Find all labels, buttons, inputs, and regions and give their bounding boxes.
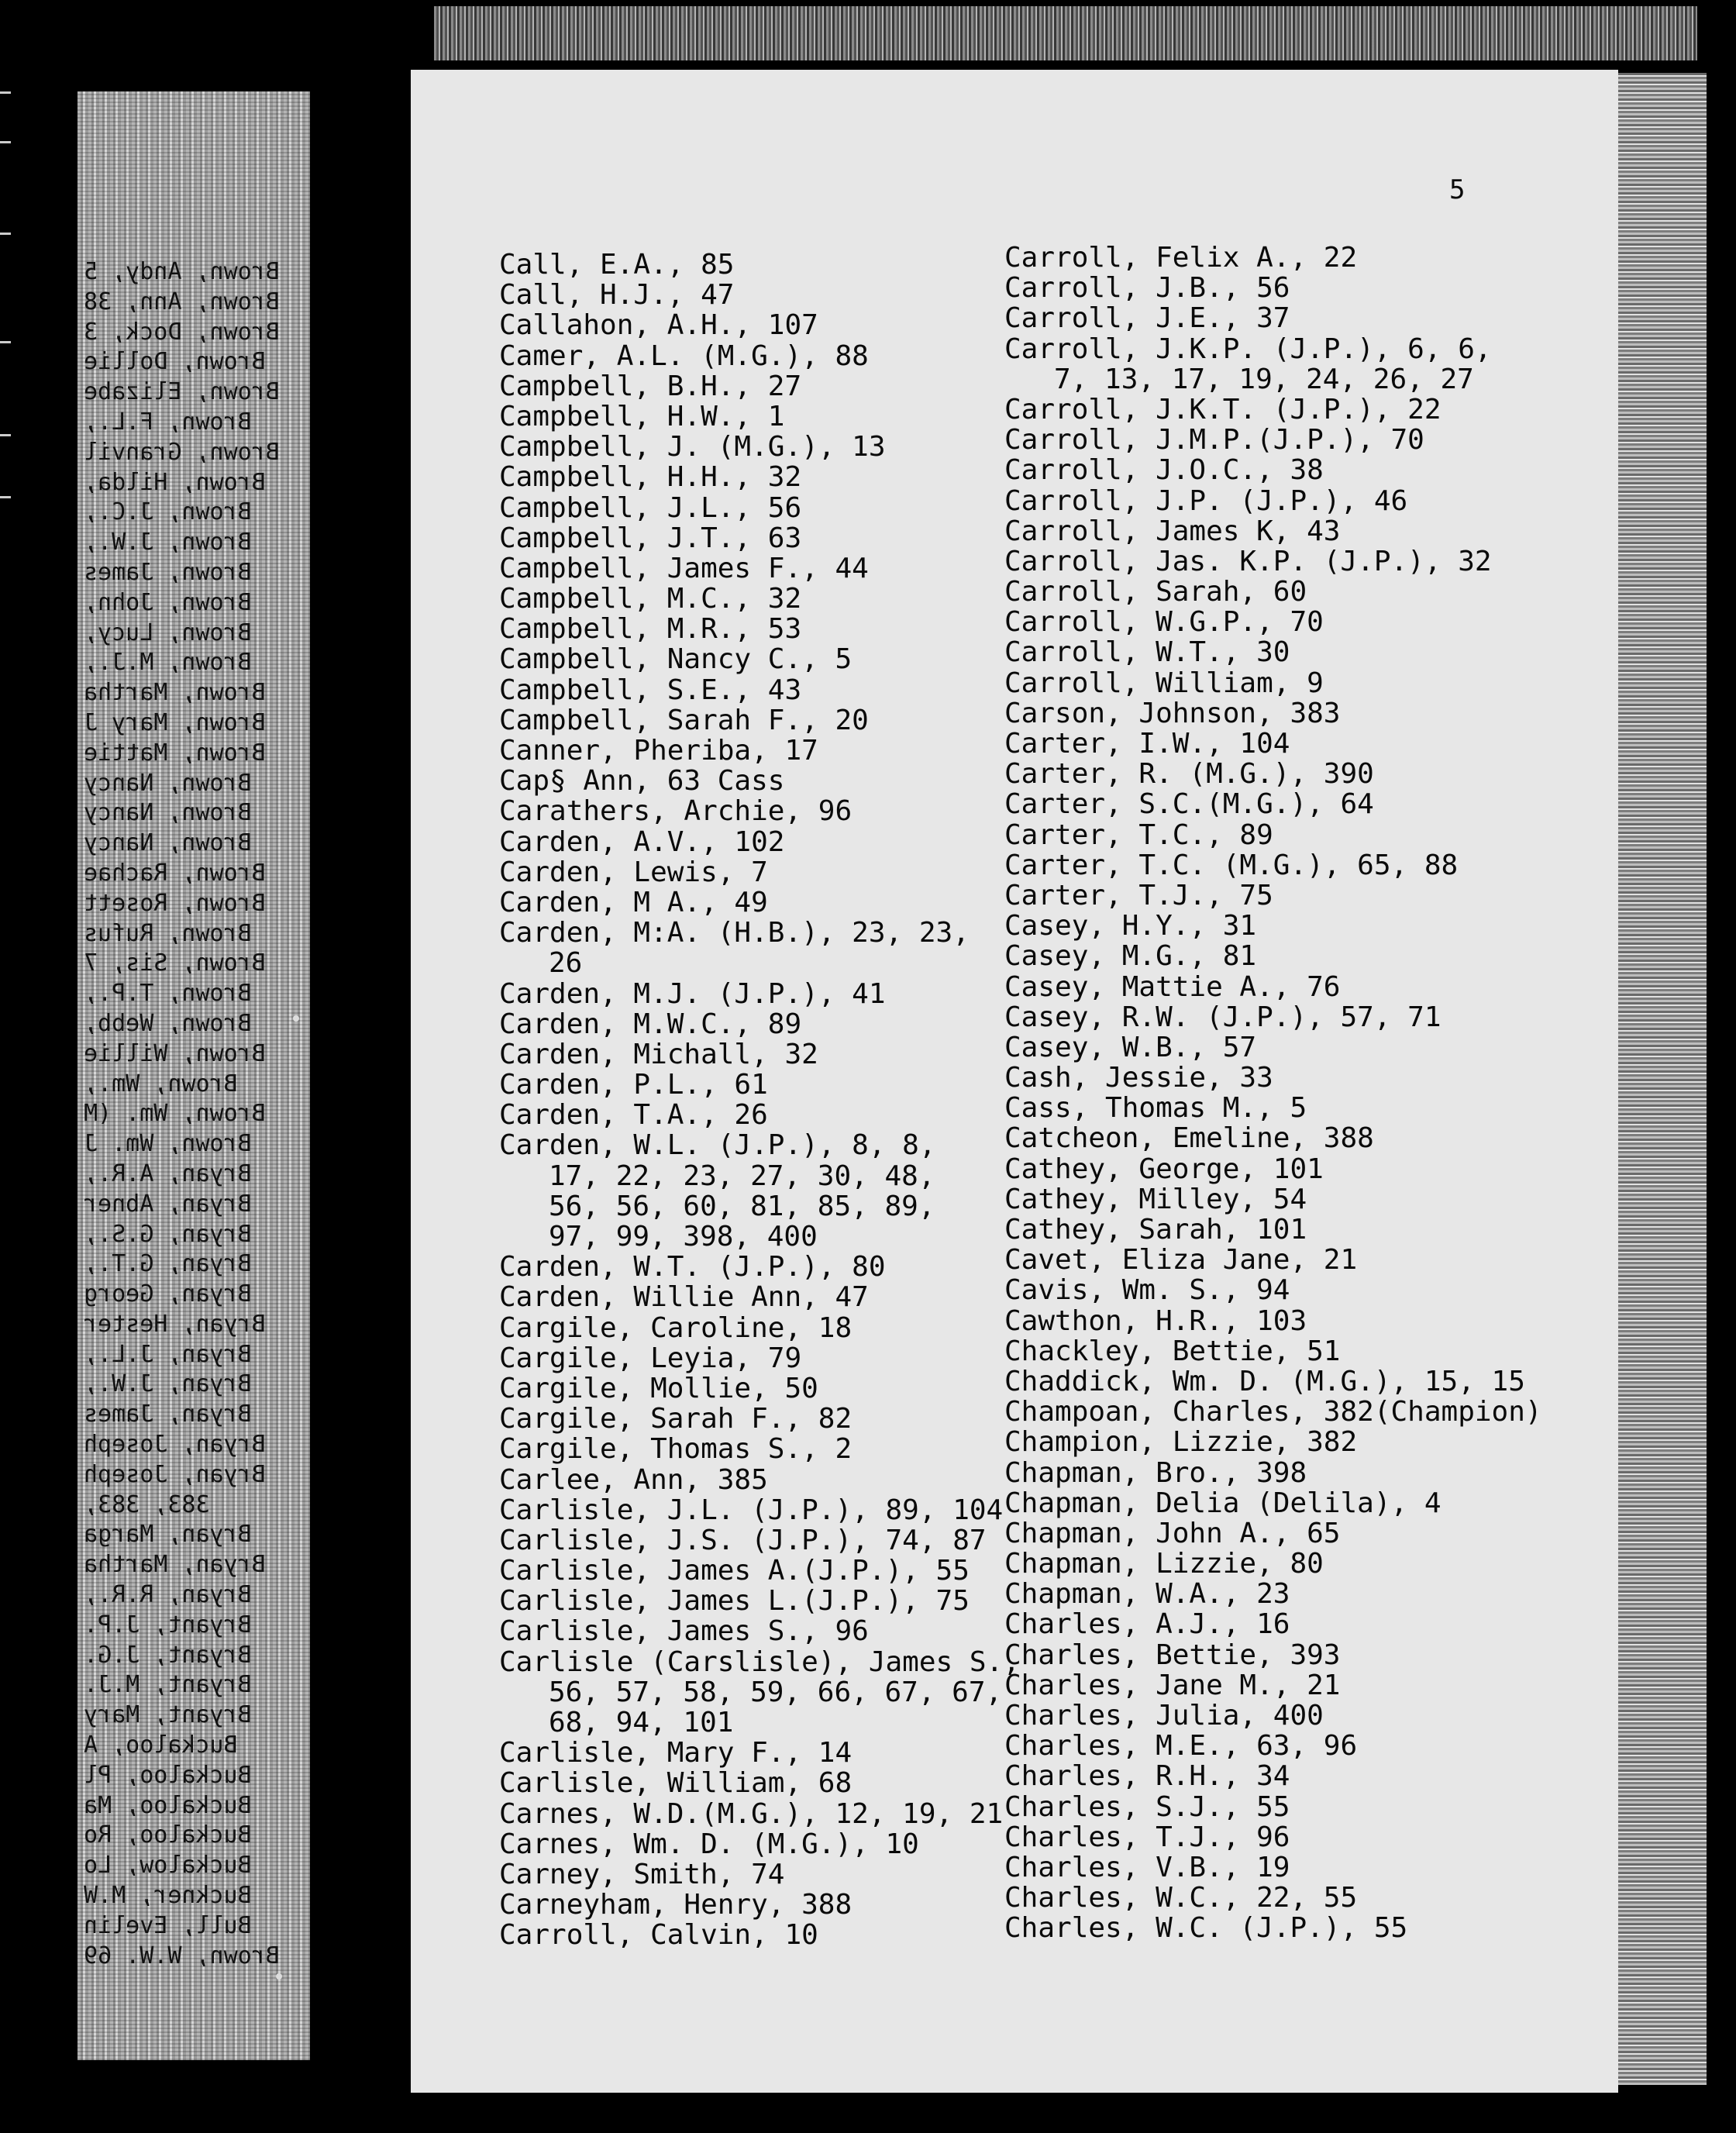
index-entry: Carter, R. (M.G.), 390	[1004, 758, 1374, 791]
index-entry: Carroll, J.P. (J.P.), 46	[1004, 484, 1408, 517]
bleed-through-line: Brown, Ann, 38	[84, 288, 280, 315]
bleed-through-line: Bryan, Joseph	[84, 1431, 266, 1459]
bleed-through-line: Bryan, Joseph	[84, 1460, 266, 1488]
bleed-through-line: Bryan, J.L.,	[84, 1340, 252, 1368]
margin-tick	[0, 141, 11, 143]
index-entry: Cash, Jessie, 33	[1004, 1062, 1273, 1094]
scan-noise-top	[434, 6, 1697, 60]
index-entry: Carter, I.W., 104	[1004, 728, 1290, 760]
index-entry: Cap§ Ann, 63 Cass	[499, 765, 785, 798]
index-entry: Campbell, H.H., 32	[499, 461, 802, 494]
index-entry: Carlee, Ann, 385	[499, 1463, 768, 1496]
index-entry: Carlisle, James L.(J.P.), 75	[499, 1585, 970, 1618]
bleed-through-line: Brown, Mary J	[84, 708, 266, 736]
index-entry-continuation: 26	[549, 947, 583, 980]
index-entry: Casey, Mattie A., 76	[1004, 970, 1341, 1003]
bleed-through-line: Bryan, J.W.,	[84, 1370, 252, 1398]
bleed-through-page	[78, 91, 310, 2060]
index-entry: Canner, Pheriba, 17	[499, 735, 818, 767]
index-entry: Carter, S.C.(M.G.), 64	[1004, 788, 1374, 821]
index-entry: Carroll, J.B., 56	[1004, 272, 1290, 305]
index-entry: Catcheon, Emeline, 388	[1004, 1122, 1374, 1155]
index-entry: Chapman, John A., 65	[1004, 1517, 1341, 1549]
bleed-through-line: Brown, T.P.,	[84, 980, 252, 1008]
bleed-through-line: Brown, John,	[84, 588, 252, 616]
bleed-through-line: Brown, Rachae	[84, 859, 266, 887]
bleed-through-line: Bryan, James	[84, 1401, 252, 1428]
margin-tick	[0, 496, 11, 498]
index-entry: Charles, Julia, 400	[1004, 1700, 1324, 1732]
index-entry: Carlisle, Mary F., 14	[499, 1737, 852, 1769]
scan-speck	[276, 1973, 282, 1980]
index-entry: Carroll, J.O.C., 38	[1004, 454, 1324, 487]
index-entry: Carroll, Sarah, 60	[1004, 576, 1307, 608]
bleed-through-line: Brown, Webb,	[84, 1009, 252, 1037]
index-entry: Chaddick, Wm. D. (M.G.), 15, 15	[1004, 1365, 1525, 1397]
bleed-through-line: Bryan, Georg	[84, 1280, 252, 1308]
index-entry: Carroll, William, 9	[1004, 667, 1324, 699]
bleed-through-line: Brown, James	[84, 558, 252, 586]
index-entry: Carden, M:A. (H.B.), 23, 23,	[499, 917, 970, 949]
index-entry: Call, H.J., 47	[499, 279, 735, 312]
index-entry: Carnes, Wm. D. (M.G.), 10	[499, 1828, 919, 1860]
bleed-through-line: Brown, Dollie	[84, 348, 266, 376]
bleed-through-line: Buckaloo, Ro	[84, 1821, 252, 1849]
index-entry: Carden, A.V., 102	[499, 825, 785, 858]
index-entry: Callahon, A.H., 107	[499, 309, 818, 342]
index-entry-continuation: 17, 22, 23, 27, 30, 48,	[549, 1160, 935, 1192]
index-entry: Carden, Willie Ann, 47	[499, 1281, 869, 1314]
index-entry-continuation: 56, 57, 58, 59, 66, 67, 67,	[549, 1676, 1003, 1708]
bleed-through-line: Bryan, Abner	[84, 1190, 252, 1218]
index-entry: Chapman, Bro., 398	[1004, 1456, 1307, 1489]
bleed-through-line: Bryant, J.P.	[84, 1611, 252, 1639]
index-entry: Carden, M A., 49	[499, 886, 768, 918]
bleed-through-line: 383, 383,	[84, 1490, 210, 1518]
margin-tick	[0, 233, 11, 235]
bleed-through-line: Bull, Evelin	[84, 1911, 252, 1939]
bleed-through-line: Brown, Nancy	[84, 769, 252, 797]
index-entry: Carroll, J.E., 37	[1004, 302, 1290, 335]
index-entry: Carden, Lewis, 7	[499, 856, 768, 888]
index-entry: Chapman, Delia (Delila), 4	[1004, 1487, 1442, 1519]
index-entry: Campbell, B.H., 27	[499, 370, 802, 402]
page-number: 5	[1449, 174, 1466, 205]
index-entry: Cawthon, H.R., 103	[1004, 1304, 1307, 1337]
index-entry: Carter, T.C., 89	[1004, 818, 1273, 851]
index-entry: Carden, Michall, 32	[499, 1038, 818, 1070]
index-entry-continuation: 7, 13, 17, 19, 24, 26, 27	[1054, 363, 1474, 395]
index-entry: Carlisle (Carslisle), James S.,	[499, 1645, 1020, 1678]
index-entry: Charles, S.J., 55	[1004, 1790, 1290, 1823]
index-entry: Call, E.A., 85	[499, 249, 735, 281]
index-entry: Charles, Bettie, 393	[1004, 1639, 1341, 1671]
index-entry: Charles, T.J., 96	[1004, 1821, 1290, 1853]
bleed-through-line: Bryant, J.G.	[84, 1641, 252, 1669]
index-entry: Carlisle, J.L. (J.P.), 89, 104	[499, 1494, 1004, 1526]
index-entry: Cavis, Wm. S., 94	[1004, 1274, 1290, 1307]
index-entry: Carroll, J.K.P. (J.P.), 6, 6,	[1004, 333, 1492, 365]
bleed-through-line: Bryan, Martha	[84, 1551, 266, 1579]
index-entry: Carroll, Calvin, 10	[499, 1919, 818, 1952]
index-entry: Cavet, Eliza Jane, 21	[1004, 1244, 1358, 1277]
bleed-through-line: Bryan, A.R.,	[84, 1160, 252, 1187]
index-entry: Cargile, Leyia, 79	[499, 1342, 802, 1374]
index-entry: Campbell, Nancy C., 5	[499, 643, 852, 676]
index-column-right	[1004, 243, 1542, 1944]
index-entry: Carroll, Felix A., 22	[1004, 242, 1358, 274]
index-column-left	[499, 250, 1020, 1951]
index-entry: Charles, A.J., 16	[1004, 1608, 1290, 1641]
bleed-through-line: Bryan, G.S.,	[84, 1220, 252, 1248]
index-entry: Chapman, Lizzie, 80	[1004, 1548, 1324, 1580]
index-entry: Carter, T.C. (M.G.), 65, 88	[1004, 849, 1459, 881]
index-entry: Cargile, Sarah F., 82	[499, 1403, 852, 1435]
index-entry: Cathey, George, 101	[1004, 1153, 1324, 1185]
bleed-through-line: Brown, Granvil	[84, 438, 280, 466]
bleed-through-line: Bryan, R.R.,	[84, 1581, 252, 1609]
index-entry: Carney, Smith, 74	[499, 1858, 785, 1890]
index-entry: Carlisle, James S., 96	[499, 1615, 869, 1648]
index-entry: Carden, T.A., 26	[499, 1099, 768, 1132]
index-entry: Campbell, H.W., 1	[499, 400, 785, 432]
index-entry: Carnes, W.D.(M.G.), 12, 19, 21	[499, 1797, 1004, 1830]
index-entry: Carlisle, J.S. (J.P.), 74, 87	[499, 1524, 987, 1556]
bleed-through-line: Buckaloo, A	[84, 1732, 238, 1759]
index-entry: Chapman, W.A., 23	[1004, 1578, 1290, 1611]
index-entry: Charles, W.C., 22, 55	[1004, 1882, 1358, 1914]
index-entry: Cathey, Sarah, 101	[1004, 1214, 1307, 1246]
index-entry: Casey, H.Y., 31	[1004, 910, 1257, 942]
bleed-through-line: Bryant, Mary	[84, 1701, 252, 1729]
index-entry: Charles, M.E., 63, 96	[1004, 1730, 1358, 1763]
index-entry: Carden, M.W.C., 89	[499, 1008, 802, 1040]
bleed-through-line: Brown, Sis, 7	[84, 949, 266, 977]
index-entry: Champoan, Charles, 382(Champion)	[1004, 1396, 1542, 1428]
index-entry: Charles, V.B., 19	[1004, 1851, 1290, 1883]
scan-noise-right	[1612, 73, 1707, 2085]
bleed-through-line: Brown, Mattie	[84, 739, 266, 767]
index-entry: Carroll, J.M.P.(J.P.), 70	[1004, 424, 1424, 457]
bleed-through-line: Brown, J.C.,	[84, 498, 252, 526]
index-entry: Carlisle, William, 68	[499, 1767, 852, 1800]
index-entry-continuation: 56, 56, 60, 81, 85, 89,	[549, 1190, 935, 1222]
index-entry: Casey, R.W. (J.P.), 57, 71	[1004, 1001, 1442, 1033]
index-entry: Carathers, Archie, 96	[499, 795, 852, 828]
index-entry: Carden, W.T. (J.P.), 80	[499, 1251, 886, 1284]
index-entry: Charles, Jane M., 21	[1004, 1669, 1341, 1701]
bleed-through-line: Buckaloo, Ma	[84, 1791, 252, 1819]
index-entry: Carneyham, Henry, 388	[499, 1889, 852, 1921]
index-entry: Campbell, J. (M.G.), 13	[499, 431, 886, 463]
index-entry: Carroll, W.G.P., 70	[1004, 606, 1324, 639]
bleed-through-line: Bryan, Hester	[84, 1310, 266, 1338]
index-entry: Campbell, M.R., 53	[499, 613, 802, 646]
index-entry: Campbell, J.T., 63	[499, 522, 802, 554]
index-entry: Carroll, J.K.T. (J.P.), 22	[1004, 393, 1442, 426]
index-entry: Carden, W.L. (J.P.), 8, 8,	[499, 1129, 936, 1162]
index-entry: Carlisle, James A.(J.P.), 55	[499, 1555, 970, 1587]
margin-tick	[0, 434, 11, 436]
index-entry: Chackley, Bettie, 51	[1004, 1335, 1341, 1367]
bleed-through-line: Buckalow, Lo	[84, 1852, 252, 1880]
bleed-through-line: Buckaloo, Pl	[84, 1761, 252, 1789]
index-entry: Cathey, Milley, 54	[1004, 1183, 1307, 1215]
bleed-through-line: Bryan, G.T.,	[84, 1250, 252, 1278]
index-entry: Casey, W.B., 57	[1004, 1031, 1257, 1063]
index-entry: Carroll, James K, 43	[1004, 515, 1341, 547]
index-entry: Campbell, S.E., 43	[499, 674, 802, 706]
index-entry: Campbell, Sarah F., 20	[499, 704, 869, 736]
index-entry: Champion, Lizzie, 382	[1004, 1426, 1358, 1459]
bleed-through-line: Brown, Willie	[84, 1039, 266, 1067]
bleed-through-line: Brown, F.L.,	[84, 408, 252, 436]
index-entry: Carden, M.J. (J.P.), 41	[499, 977, 886, 1010]
index-entry: Carter, T.J., 75	[1004, 879, 1273, 911]
index-entry-continuation: 68, 94, 101	[549, 1707, 734, 1738]
bleed-through-line: Buckner, M.W	[84, 1882, 252, 1910]
scan-speck	[293, 1015, 299, 1022]
bleed-through-line: Brown, Dock, 3	[84, 318, 280, 346]
bleed-through-line: Brown, Wm.,	[84, 1070, 238, 1098]
bleed-through-line: Brown, Martha	[84, 679, 266, 707]
bleed-through-text	[84, 257, 301, 1971]
index-entry: Carson, Johnson, 383	[1004, 697, 1341, 729]
index-entry: Carroll, Jas. K.P. (J.P.), 32	[1004, 545, 1492, 577]
index-entry: Cargile, Thomas S., 2	[499, 1433, 852, 1466]
bleed-through-line: Brown, Rosett	[84, 889, 266, 917]
index-entry: Camer, A.L. (M.G.), 88	[499, 339, 869, 372]
index-entry: Cargile, Mollie, 50	[499, 1372, 818, 1404]
index-entry: Charles, W.C. (J.P.), 55	[1004, 1912, 1408, 1945]
bleed-through-line: Bryant, M.J.	[84, 1671, 252, 1699]
bleed-through-line: Brown, Lucy,	[84, 619, 252, 646]
bleed-through-line: Brown, Nancy	[84, 799, 252, 827]
bleed-through-line: Brown, Wm. J	[84, 1130, 252, 1158]
index-entry: Cass, Thomas M., 5	[1004, 1092, 1307, 1125]
bleed-through-line: Brown, Wm. (M	[84, 1100, 266, 1128]
bleed-through-line: Brown, Andy, 5	[84, 258, 280, 285]
bleed-through-line: Brown, J.W.,	[84, 529, 252, 557]
bleed-through-line: Brown, Hilda,	[84, 468, 266, 496]
index-entry: Carroll, W.T., 30	[1004, 636, 1290, 669]
bleed-through-line: Brown, Nancy	[84, 829, 252, 857]
index-entry: Casey, M.G., 81	[1004, 940, 1257, 973]
margin-tick	[0, 91, 11, 94]
index-entry: Charles, R.H., 34	[1004, 1760, 1290, 1793]
index-entry: Cargile, Caroline, 18	[499, 1311, 852, 1344]
index-entry-continuation: 97, 99, 398, 400	[549, 1221, 818, 1253]
index-entry: Campbell, J.L., 56	[499, 491, 802, 524]
index-entry: Campbell, M.C., 32	[499, 583, 802, 615]
bleed-through-line: Brown, W.W. 69	[84, 1942, 280, 1969]
margin-tick	[0, 341, 11, 343]
index-entry: Carden, P.L., 61	[499, 1069, 768, 1101]
index-entry: Campbell, James F., 44	[499, 552, 869, 584]
bleed-through-line: Brown, Elizabe	[84, 378, 280, 406]
bleed-through-line: Brown, Rufus	[84, 919, 252, 947]
bleed-through-line: Bryan, Marga	[84, 1521, 252, 1549]
bleed-through-line: Brown, M.J.,	[84, 649, 252, 677]
